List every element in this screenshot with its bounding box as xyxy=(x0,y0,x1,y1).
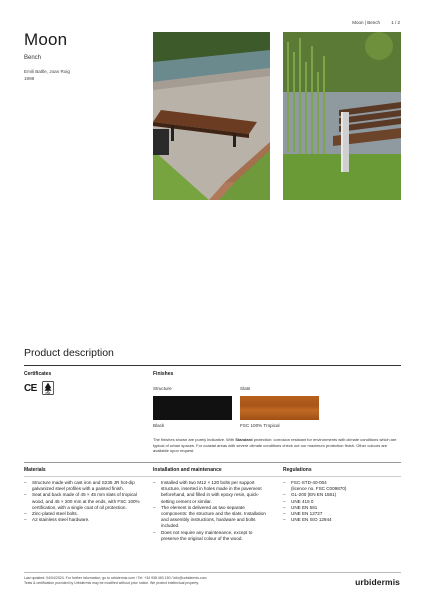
product-reference: Moon | Bench xyxy=(352,20,380,25)
list-item: – UNE EN 12727 xyxy=(283,511,401,517)
installation-heading: Installation and maintenance xyxy=(153,467,222,473)
structure-label: Structure xyxy=(153,386,172,391)
section-title: Product description xyxy=(24,347,114,359)
list-item: – Seat and back made of 45 × 45 mm slats of tropical wood, and 45 × 200 mm at the ends, with FSC 100% certification, with a single coat of oil protection. xyxy=(24,492,142,511)
designer-info xyxy=(24,69,70,82)
structure-finish-name: Black xyxy=(153,423,165,428)
bench-photo-paving-illustration xyxy=(153,32,270,200)
bench-photo-paving xyxy=(153,32,270,200)
structure-color-swatch xyxy=(153,396,232,420)
certificates-heading: Certificates xyxy=(24,371,52,377)
fsc-tree-icon xyxy=(42,381,54,395)
slats-color-swatch xyxy=(240,396,319,420)
brand-logo: urbidermis xyxy=(355,577,400,587)
list-item: – UNE EN 581 xyxy=(283,505,401,511)
product-title: Moon xyxy=(24,30,68,49)
list-item: – A2 stainless steel hardware. xyxy=(24,517,142,523)
finishes-note xyxy=(153,437,403,454)
bench-photo-garden-illustration xyxy=(283,32,401,200)
finishes-note-intro: The finishes shown are purely indicative. With xyxy=(153,437,236,442)
ce-mark: CE xyxy=(24,383,37,394)
columns-subdivider xyxy=(24,476,401,477)
footer-divider xyxy=(24,572,401,573)
list-item: (licence no. FSC C009870) xyxy=(291,486,347,492)
list-item: – Zinc-plated steel bolts. xyxy=(24,511,142,517)
design-year: 1998 xyxy=(24,75,35,81)
list-item: – Structure made with cast iron and S235 JR hot-dip galvanized steel profiles with a painted finish. xyxy=(24,480,142,492)
document-header xyxy=(342,20,400,25)
page-number: 1 / 2 xyxy=(391,20,400,25)
materials-heading: Materials xyxy=(24,467,46,473)
fsc-label: FSC xyxy=(45,392,51,395)
footer-line-contact: Last updated: 04/04/2024. For further information, go to urbidermis.com / Tel. +34 938 463 150 / info@urbidermis.com xyxy=(24,576,207,580)
product-subtitle: Bench xyxy=(24,55,42,61)
regulations-heading: Regulations xyxy=(283,467,312,473)
list-item: – UNE 415 0 xyxy=(283,499,401,505)
materials-list xyxy=(24,480,142,523)
installation-list xyxy=(153,480,269,542)
regulations-list xyxy=(283,480,401,523)
list-item: – UNE EN ISO 12944 xyxy=(283,517,401,523)
slats-finish-name: FSC 100% Tropical xyxy=(240,423,280,428)
finishes-note-bold: Standard xyxy=(235,437,253,442)
list-item: – FSC-STD-40-004 xyxy=(283,480,401,486)
footer-text xyxy=(24,576,324,586)
list-item: – GL-200 (EN EN 1581) xyxy=(283,492,401,498)
slats-label: Slats xyxy=(240,386,251,391)
list-item: – The element is delivered as two separate components: the structure and the slats. Installation and assembly instructions, hardware and bolts included. xyxy=(153,505,269,530)
list-item: – Installed with two M12 × 120 bolts per support structure, inserted in holes made in the pavement beforehand, and filled in with epoxy resin, quick-setting cement or similar. xyxy=(153,480,269,505)
columns-divider xyxy=(24,462,401,463)
list-item: – Does not require any maintenance, except to preserve the original colour of the wood. xyxy=(153,530,269,542)
footer-line-disclaimer: Tests & certification provided by Urbidermis may be modified without prior notice. We protect intellectual property. xyxy=(24,581,199,585)
designer-names: Emili Batlle, Joan Roig xyxy=(24,69,70,74)
finishes-note-body: protection: corrosion resistant for environments with climate conditions which are typical of urban spaces. For coastal areas with severe climate conditions check out our maximum protection finish. Other colours are available upon request. xyxy=(153,437,397,454)
section-divider xyxy=(24,365,401,366)
bench-photo-garden xyxy=(283,32,401,200)
finishes-heading: Finishes xyxy=(153,371,174,377)
